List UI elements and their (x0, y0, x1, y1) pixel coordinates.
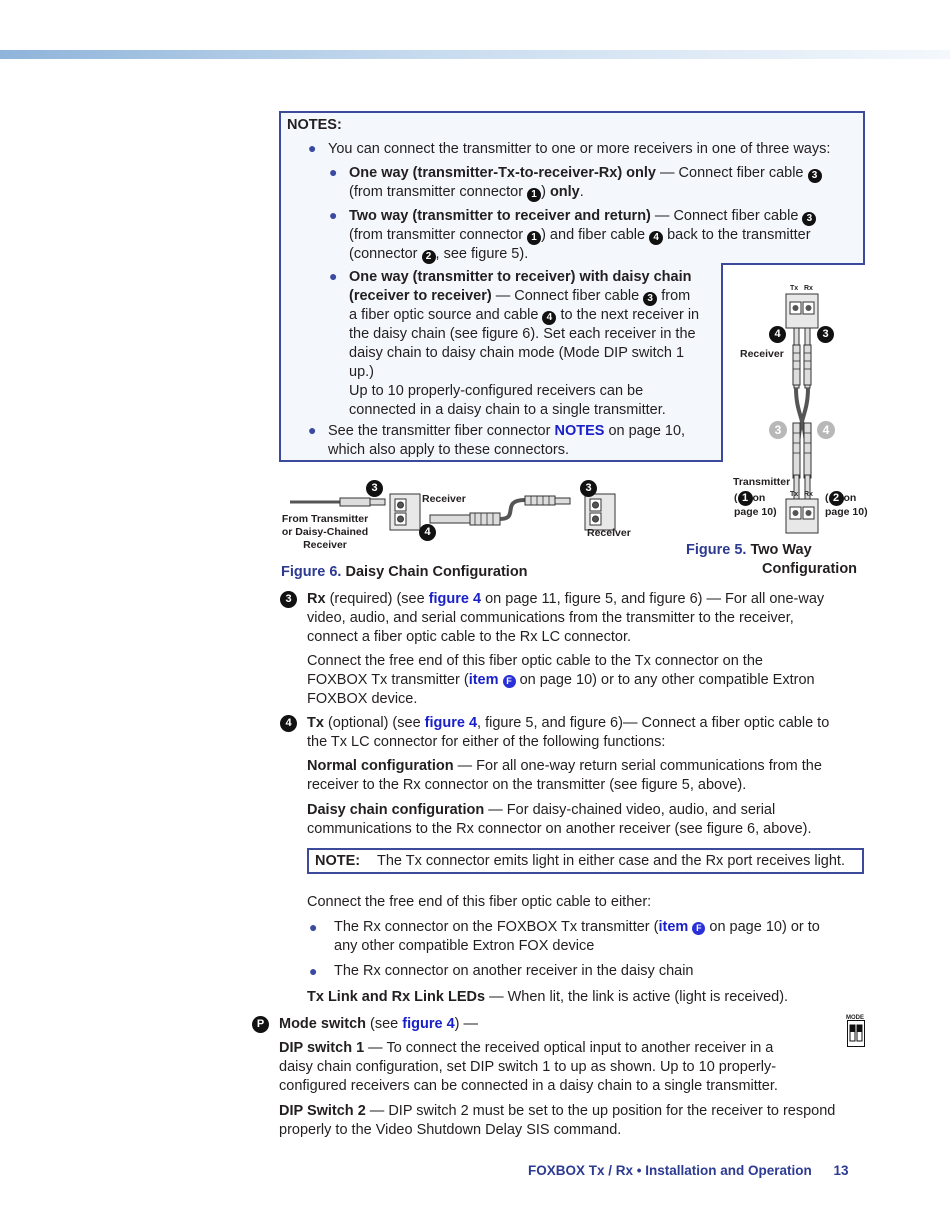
daisy-config-text: Daisy chain configuration — For daisy-chained video, audio, and serial communications to the Rx connector on another receiver (see figure 6, above). (307, 802, 812, 837)
badge-3-icon: 3 (643, 292, 657, 306)
dip-switch-1-text: DIP switch 1 — To connect the received optical input to another receiver in a daisy chain configuration, set DIP switch 1 to up as shown. Up to 10 properly- configured receivers can be connected in a daisy chain to a single transmitter. (279, 1040, 778, 1094)
badge-4-icon: 4 (280, 715, 297, 732)
badge-f-icon: F (692, 922, 705, 935)
badge-1-icon: 1 (527, 188, 541, 202)
bullet: ● (329, 164, 338, 180)
figure-5-caption-line2: Configuration (762, 561, 858, 577)
notes-intro: You can connect the transmitter to one or more receivers in one of three ways: (328, 141, 831, 157)
badge-4-icon: 4 (542, 311, 556, 325)
bullet: ● (309, 963, 318, 979)
see-notes-text: See the transmitter fiber connector NOTES on page 10, which also apply to these connectors. (328, 423, 686, 458)
tx-label: Tx (790, 285, 799, 292)
way3-text: One way (transmitter to receiver) with daisy chain (receiver to receiver) — Connect fiber cable 3 from a fiber optic source and cable 4 to the next receiver in the daisy chain (see figure 6). Set each receiver in the daisy chain to daisy chain mode (Mode DIP switch 1 up.) Up to 10 properly-configured receivers can be connected in a daisy chain to a single transmitter. (349, 269, 700, 418)
item-link[interactable]: item (468, 672, 499, 688)
badge-3-icon: 3 (802, 212, 816, 226)
bullet: ● (329, 268, 338, 284)
item-link[interactable]: item (658, 919, 689, 935)
badge-2-icon: 2 (422, 250, 436, 264)
figure-4-link[interactable]: figure 4 (428, 591, 482, 607)
badge-3-icon: 3 (580, 480, 597, 497)
rx-description: Rx (required) (see figure 4 on page 11, figure 5, and figure 6) — For all one-way video, audio, and serial communications from the transmitter to the receiver, connect a fiber optic cable to the Rx LC connector. (307, 591, 825, 645)
page-footer (528, 1163, 849, 1178)
connect-either-text: Connect the free end of this fiber optic cable to either: (307, 894, 652, 910)
tx-description: Tx (optional) (see figure 4, figure 5, and figure 6)— Connect a fiber optic cable to the Tx LC connector for either of the following functions: (307, 715, 830, 750)
tx-label: Tx (790, 491, 799, 498)
dip-switch-2-text: DIP Switch 2 — DIP switch 2 must be set to the up position for the receiver to respond properly to the Video Shutdown Delay SIS command. (279, 1103, 836, 1138)
badge-1-icon: 1 (527, 231, 541, 245)
badge-3-icon: 3 (280, 591, 297, 608)
note-text: The Tx connector emits light in either case and the Rx port receives light. (377, 853, 845, 869)
receiver-label: Receiver (587, 527, 631, 539)
badge-3-gray-icon: 3 (769, 421, 787, 439)
figure-4-link[interactable]: figure 4 (424, 715, 478, 731)
rx-label: Rx (804, 285, 813, 292)
badge-3-icon: 3 (808, 169, 822, 183)
figure-4-link[interactable]: figure 4 (402, 1016, 455, 1032)
bullet: ● (329, 207, 338, 223)
receiver-label: Receiver (422, 493, 466, 505)
note-label: NOTE: (315, 853, 361, 869)
mode-switch-heading: Mode switch (see figure 4) — (279, 1016, 479, 1032)
tx-note-box (307, 848, 864, 874)
badge-2-icon: 2 (829, 491, 844, 506)
badge-4-icon: 4 (419, 524, 436, 541)
bullet: ● (309, 919, 318, 935)
option-1-text: The Rx connector on the FOXBOX Tx transmitter (item F on page 10) or to any other compatible Extron FOX device (334, 919, 820, 954)
rx-connect-text: Connect the free end of this fiber optic cable to the Tx connector on the FOXBOX Tx transmitter (item F on page 10) or to any other compatible Extron FOXBOX device. (307, 653, 815, 707)
badge-4-gray-icon: 4 (817, 421, 835, 439)
header-gradient-bar (0, 50, 950, 59)
connector-1-ref: ( 1 on page 10) (734, 492, 777, 518)
way1-text: One way (transmitter-Tx-to-receiver-Rx) only — Connect fiber cable 3 (from transmitter connector 1 ) only. (349, 164, 859, 202)
badge-4-icon: 4 (769, 326, 786, 343)
figure-6-caption: Figure 6. Daisy Chain Configuration (281, 564, 528, 580)
leds-text: Tx Link and Rx Link LEDs — When lit, the link is active (light is received). (307, 989, 789, 1005)
badge-f-icon: F (503, 675, 516, 688)
badge-p-icon: P (252, 1016, 269, 1033)
option-2-text: The Rx connector on another receiver in the daisy chain (334, 963, 694, 979)
badge-3-icon: 3 (366, 480, 383, 497)
source-label: From Transmitter or Daisy-Chained Receiver (281, 513, 369, 551)
notes-link[interactable]: NOTES (554, 423, 605, 439)
rx-label: Rx (804, 491, 813, 498)
way2-text: Two way (transmitter to receiver and return) — Connect fiber cable 3 (from transmitter connector 1 ) and fiber cable 4 back to the transmitter (connector 2 , see figure 5). (349, 207, 859, 264)
notes-heading: NOTES: (287, 117, 342, 133)
badge-4-icon: 4 (649, 231, 663, 245)
bullet: ● (308, 140, 317, 156)
receiver-label: Receiver (740, 348, 784, 360)
badge-1-icon: 1 (738, 491, 753, 506)
transmitter-label: Transmitter (733, 476, 791, 488)
page-number: 13 (833, 1163, 849, 1178)
footer-title: FOXBOX Tx / Rx • Installation and Operation (528, 1163, 812, 1178)
mode-label: MODE (846, 1015, 864, 1021)
normal-config-text: Normal configuration — For all one-way return serial communications from the receiver to the Rx connector on the transmitter (see figure 5, above). (307, 758, 822, 793)
connector-2-ref: ( 2 on page 10) (825, 492, 868, 518)
bullet: ● (308, 422, 317, 438)
figure-5-caption: Figure 5. Two Way (686, 542, 812, 558)
badge-3-icon: 3 (817, 326, 834, 343)
